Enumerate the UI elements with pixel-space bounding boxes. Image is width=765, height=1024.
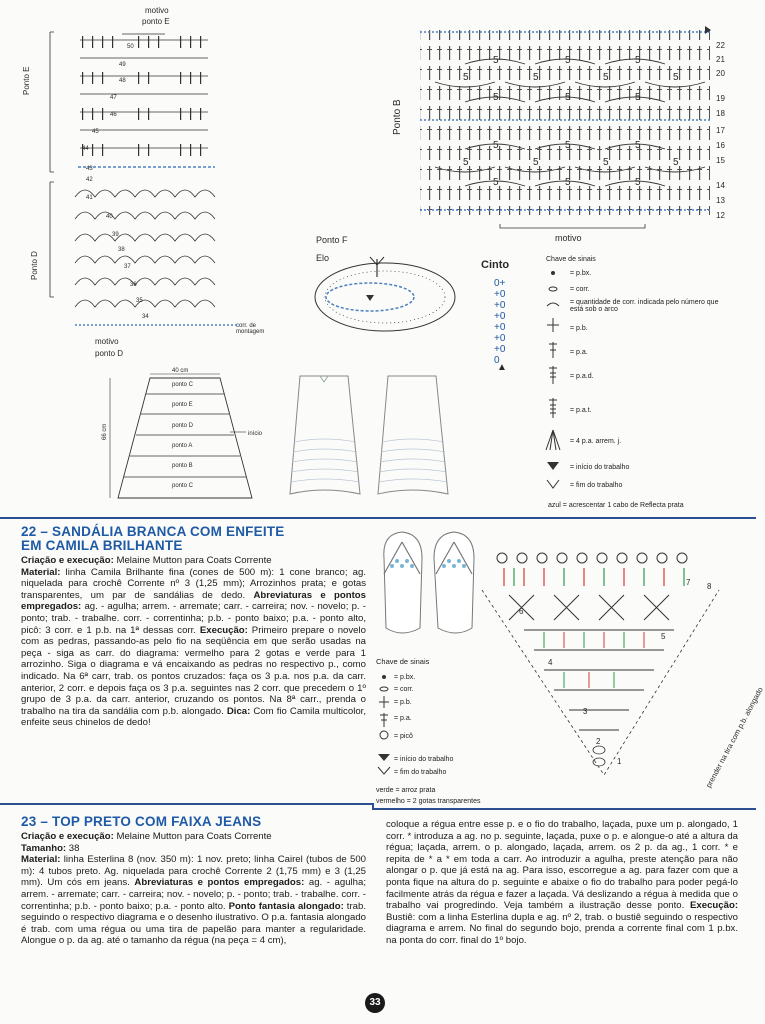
- key-item: = p.bx.: [570, 270, 592, 277]
- row-number: 46: [110, 112, 117, 118]
- ponto-e-side-label: Ponto E: [22, 66, 31, 95]
- abrev-text: ag. - agulha; arrem. - arremate; carr. - carreira; nov. - novelo; p. - ponto; trab. - trabalhe. corr. - correntinha; p.b. - ponto baixo; p.a. - ponto alto.: [21, 877, 366, 912]
- section-23-col2: [386, 819, 738, 947]
- key-item: = p.a.t.: [570, 407, 592, 414]
- skirt-band-label: ponto C: [172, 382, 194, 388]
- skirt-front-illustration: [286, 372, 366, 500]
- key-item: = p.a.: [570, 349, 588, 356]
- fan-row-number: 2: [596, 737, 601, 746]
- arc-count: 5: [673, 157, 679, 168]
- skirt-band-label: ponto C: [172, 483, 194, 489]
- row-number: 15: [716, 156, 725, 165]
- row-number: 36: [130, 282, 137, 288]
- section-22-title-line1: 22 – SANDÁLIA BRANCA COM ENFEITE: [21, 524, 285, 539]
- fan-row-number: 1: [617, 757, 622, 766]
- inicio-label: início: [248, 431, 263, 437]
- row-number: 47: [110, 95, 117, 101]
- arc-count: 5: [603, 72, 609, 83]
- section-23-title: 23 – TOP PRETO COM FAIXA JEANS: [21, 814, 262, 829]
- row-number: 45: [92, 129, 99, 135]
- row-number: 40: [106, 214, 113, 220]
- fantasia-text: trab. seguindo o respectivo diagrama e o desenho ilustrativo. O p.a. fantasia alongado é trab. com uma régua ou uma tira de papelão para manter a regularidade. Alongue o p. da ag. até o tamanho da régua (na peça = 4 cm),: [21, 900, 366, 947]
- motivo-label-bottom: motivo: [95, 337, 119, 346]
- fan-row-number: 3: [583, 707, 588, 716]
- arc-count: 5: [493, 92, 499, 103]
- corr-montagem-label: corr. de montagem: [236, 323, 265, 335]
- key-item: = p.bx.: [394, 674, 416, 681]
- arc-count: 5: [493, 140, 499, 151]
- row-number: 39: [112, 232, 119, 238]
- prender-note: prender na tira com p.b. alongado: [704, 685, 765, 790]
- row-number: 37: [124, 264, 131, 270]
- dim-top-label: 40 cm: [172, 368, 189, 374]
- skirt-back-illustration: [374, 372, 454, 500]
- cinto-arrow-icon: ▲: [497, 362, 507, 373]
- key-item: = fim do trabalho: [394, 769, 447, 776]
- col2-text: coloque a régua entre esse p. e o fio do trabalho, laçada, puxe um p. alongado, 1 corr. * introduza a ag. no p. seguinte, laçada, puxe o p. e alongue-o até a altura da régua; laçada, arrem. o p. alongado, laçada, arrem. os 2 p. da ag., 1 corr. * e repita de * a * em toda a carr. Ao introduzir a agulha, preste atenção para não alongar o p. que já está na ag. Para isso, escorregue a ag. para fazer com que a ponta fique na altura do p. seguinte e abaixe o fio do trabalho para poder pegá-lo facilmente atrás da régua e fazer a laçada. Vá deslizando a régua à medida que o trabalho vai progredindo. Veja também a ilustração desse ponto.: [386, 819, 738, 912]
- key-vermelho-note: vermelho = 2 gotas transparentes: [376, 798, 481, 805]
- arc-count: 5: [493, 177, 499, 188]
- row-number: 34: [142, 314, 149, 320]
- material-text: linha Esterlina 8 (nov. 350 m): 1 nov. preto; linha Cairel (tubos de 500 m): 4 tubos preto. Ag. niquelada para crochê Corrente 2 (1,75 mm) e 3 (1,25 mm). Um cós em jeans.: [21, 854, 366, 889]
- skirt-band-label: ponto A: [172, 443, 193, 449]
- execucao-text: Bustiê: com a linha Esterlina dupla e ag. nº 2, trab. o bustiê seguindo o respectivo diagrama e arrem. No final do segundo bojo, prenda a corrente final com 1 p.bx. na ponta do corr. final do 1º bojo.: [386, 911, 738, 946]
- sandal-illustration: [376, 528, 486, 640]
- key-item: = picô: [394, 733, 413, 740]
- section-divider-23b: [372, 808, 756, 810]
- cinto-symbol: +0: [494, 311, 506, 322]
- section-22-body: [21, 555, 366, 729]
- fan-row-number: 4: [548, 658, 553, 667]
- row-number: 49: [119, 62, 126, 68]
- row-number: 13: [716, 196, 725, 205]
- ponto-d-side-label: Ponto D: [30, 251, 39, 280]
- arc-count: 5: [565, 177, 571, 188]
- execucao-label: Execução:: [199, 624, 248, 636]
- row-number: 42: [86, 177, 93, 183]
- criacao-text: Melaine Mutton para Coats Corrente: [113, 555, 272, 566]
- criacao-label: Criação e execução:: [21, 555, 114, 566]
- row-number: 18: [716, 109, 725, 118]
- arc-count: 5: [533, 72, 539, 83]
- row-number: 14: [716, 181, 725, 190]
- material-label: Material:: [21, 566, 61, 578]
- key-item: = início do trabalho: [570, 464, 630, 471]
- arc-count: 5: [635, 55, 641, 66]
- row-number: 43: [86, 166, 93, 172]
- key-item: = p.b.: [394, 699, 412, 706]
- row-number: 16: [716, 141, 725, 150]
- abrev-text: ag. - agulha; arrem. - arremate; carr. - carreira; nov. - novelo; p. - ponto; trab. - trabalhe. corr. - correntinha; p.b. - ponto baixo; p.a. - ponto alto, picô: 3 corr. e 1 p.b. na 1ª dessas corr.: [21, 601, 366, 636]
- cinto-label: Cinto: [481, 259, 510, 271]
- execucao-text: Primeiro prepare o novelo com as pedras, passando-as pelo fio na seqüência em que serão usadas na peça - siga as carr. do diagrama: vermelho para 2 gotas e verde para 1 arrozinho. Siga o diagrama e vá encaixando as pedras no respectivo p., como indicado. Na 6ª carr, trab. os pontos cruzados: faça os 3 p.a. nos p.a. da carr. anterior, 2 corr. e depois faça os 3 p.a. seguintes nas 2 corr. que precedem o 1º grupo de 3 p.a. da carr. anterior, cruzando os pontos. Na 8ª carr., prenda o trabalho na tira da sandália com p.b. alongado.: [21, 624, 366, 717]
- row-number: 20: [716, 69, 725, 78]
- fan-row-number: 8: [707, 582, 712, 591]
- ponto-b-side-label: Ponto B: [392, 99, 403, 135]
- arc-count: 5: [635, 92, 641, 103]
- material-text: linha Camila Brilhante fina (cones de 500 m): 1 cone branco; ag. niquelada para crochê Corrente nº 3 (1,25 mm); Arrozinhos prata; e gotas transparentes, um par de sandálias de dedo.: [21, 566, 366, 601]
- row-number: 44: [82, 146, 89, 152]
- execucao-label: Execução:: [690, 900, 739, 912]
- row-number: 22: [716, 41, 725, 50]
- dica-text: Com fio Camila multicolor, enfeite seus chinelos de dedo!: [21, 705, 366, 729]
- arc-count: 5: [635, 177, 641, 188]
- key-item: = início do trabalho: [394, 756, 454, 763]
- fan-row-number: 5: [661, 632, 666, 641]
- row-number: 41: [86, 195, 93, 201]
- key-item: = p.b.: [570, 325, 588, 332]
- arc-count: 5: [565, 140, 571, 151]
- page-number: 33: [365, 993, 385, 1013]
- fan-row-number: 7: [686, 578, 691, 587]
- key-bottom-symbols: [376, 671, 392, 777]
- key-item: = fim do trabalho: [570, 482, 623, 489]
- tamanho-label: Tamanho:: [21, 842, 67, 854]
- cinto-symbols: [494, 278, 524, 366]
- key-verde-note: verde = arroz prata: [376, 787, 436, 794]
- row-number: 12: [716, 211, 725, 220]
- row-number: 38: [118, 247, 125, 253]
- motivo-b-label: motivo: [555, 233, 582, 243]
- key-item: = p.a.: [394, 715, 412, 722]
- dim-side-label: 66 cm: [102, 423, 108, 440]
- section-22-title-line2: EM CAMILA BRILHANTE: [21, 538, 183, 553]
- cinto-symbol: +0: [494, 344, 506, 355]
- key-item: = 4 p.a. arrem. j.: [570, 438, 622, 445]
- material-label: Material:: [21, 854, 61, 866]
- row-number: 17: [716, 126, 725, 135]
- elo-label: Elo: [316, 253, 330, 263]
- criacao-label: Criação e execução:: [21, 831, 114, 842]
- arc-count: 5: [565, 55, 571, 66]
- row-number: 35: [136, 298, 143, 304]
- dica-label: Dica:: [226, 705, 251, 717]
- ponto-f-label: Ponto F: [316, 235, 348, 245]
- cinto-symbol: 0+: [494, 278, 506, 289]
- cinto-symbol: +0: [494, 322, 506, 333]
- row-number: 21: [716, 55, 725, 64]
- fantasia-label: Ponto fantasia alongado:: [228, 900, 344, 912]
- criacao-text: Melaine Mutton para Coats Corrente: [113, 831, 272, 842]
- row-number: 48: [119, 78, 126, 84]
- row-number: 19: [716, 94, 725, 103]
- fan-row-number: 6: [519, 607, 524, 616]
- cinto-symbol: +0: [494, 289, 506, 300]
- arc-count: 5: [533, 157, 539, 168]
- cinto-symbol: +0: [494, 300, 506, 311]
- arc-count: 5: [635, 140, 641, 151]
- ponto-e-label-top: ponto E: [142, 17, 170, 26]
- skirt-band-label: ponto B: [172, 463, 193, 469]
- key-top-symbols: [543, 266, 563, 496]
- skirt-band-label: ponto D: [172, 423, 194, 429]
- arc-count: 5: [673, 72, 679, 83]
- key-item: = corr.: [570, 286, 590, 293]
- sandal-fan-diagram: [474, 550, 736, 795]
- section-divider-23: [0, 803, 372, 805]
- tamanho-text: 38: [66, 842, 80, 854]
- cinto-symbol: +0: [494, 333, 506, 344]
- key-title: Chave de sinais: [546, 256, 596, 263]
- arc-count: 5: [493, 55, 499, 66]
- section-divider-22: [0, 517, 756, 519]
- ponto-b-diagram: [405, 24, 715, 239]
- key-item: = corr.: [394, 686, 414, 693]
- elo-diagram: [300, 255, 470, 345]
- section-23-col1: [21, 831, 366, 947]
- key-item: = p.a.d.: [570, 373, 594, 380]
- skirt-band-label: ponto E: [172, 402, 193, 408]
- ponto-e-d-diagram: [40, 22, 250, 342]
- key-azul-note: azul = acrescentar 1 cabo de Reflecta prata: [548, 502, 684, 509]
- arc-count: 5: [565, 92, 571, 103]
- key-item: = quantidade de corr. indicada pelo número que está sob o arco: [570, 299, 719, 313]
- ponto-d-label-bottom: ponto D: [95, 349, 124, 358]
- arc-count: 5: [463, 157, 469, 168]
- abrev-label: Abreviaturas e pontos empregados:: [21, 589, 366, 613]
- key-title: Chave de sinais: [376, 657, 430, 666]
- row-number: 50: [127, 44, 134, 50]
- motivo-label-top: motivo: [145, 6, 169, 15]
- arc-count: 5: [603, 157, 609, 168]
- arc-count: 5: [463, 72, 469, 83]
- cinto-symbol: 0: [494, 355, 500, 366]
- abrev-label: Abreviaturas e pontos empregados:: [134, 877, 305, 889]
